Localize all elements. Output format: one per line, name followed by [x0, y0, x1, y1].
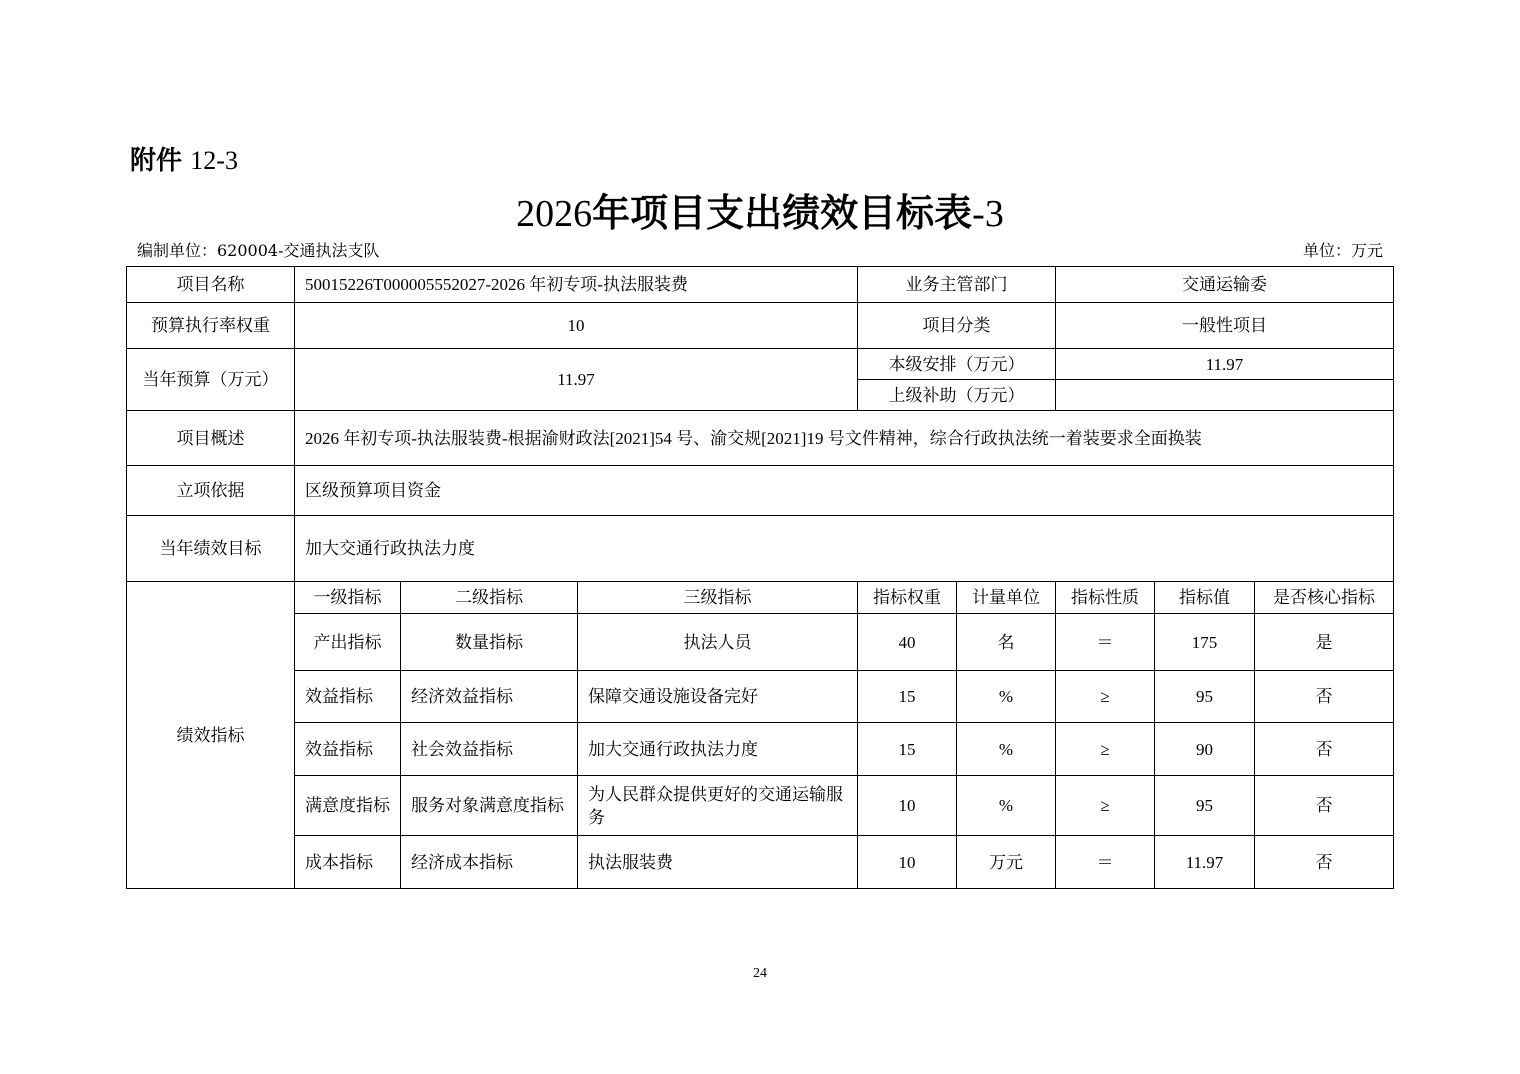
indicator-level1: 效益指标	[295, 723, 401, 776]
indicator-row	[127, 671, 1394, 723]
indicator-unit: %	[957, 723, 1056, 776]
page-number: 24	[753, 966, 767, 981]
performance-table	[126, 266, 1394, 889]
project-name-value: 50015226T000005552027-2026 年初专项-执法服装费	[295, 267, 858, 303]
header-weight: 指标权重	[858, 582, 957, 614]
indicators-section-label: 绩效指标	[127, 582, 295, 889]
header-nature: 指标性质	[1056, 582, 1155, 614]
indicator-row	[127, 723, 1394, 776]
indicator-level1: 效益指标	[295, 671, 401, 723]
exec-weight-label: 预算执行率权重	[127, 303, 295, 349]
currency-unit: 单位：万元	[1302, 241, 1383, 260]
header-core: 是否核心指标	[1255, 582, 1394, 614]
attachment-prefix: 附件	[130, 146, 183, 176]
indicator-level3: 加大交通行政执法力度	[578, 723, 858, 776]
overview-label: 项目概述	[127, 411, 295, 466]
indicator-nature: ＝	[1056, 836, 1155, 889]
indicator-header-row	[127, 582, 1394, 614]
upper-value	[1056, 380, 1394, 411]
title-suffix: -3	[972, 193, 1004, 235]
indicator-unit: %	[957, 671, 1056, 723]
goal-value: 加大交通行政执法力度	[295, 516, 1394, 582]
indicator-unit: %	[957, 776, 1056, 836]
indicator-level1: 成本指标	[295, 836, 401, 889]
indicator-level2: 经济成本指标	[401, 836, 578, 889]
indicator-value: 90	[1155, 723, 1255, 776]
indicator-value: 175	[1155, 614, 1255, 671]
indicator-core: 否	[1255, 776, 1394, 836]
dept-value: 交通运输委	[1056, 267, 1394, 303]
indicator-weight: 10	[858, 776, 957, 836]
indicator-nature: ＝	[1056, 614, 1155, 671]
indicator-core: 是	[1255, 614, 1394, 671]
indicator-nature: ≥	[1056, 776, 1155, 836]
row-overview	[127, 411, 1394, 466]
exec-weight-value: 10	[295, 303, 858, 349]
page-title	[0, 188, 1520, 239]
basis-label: 立项依据	[127, 466, 295, 516]
indicator-level3: 执法人员	[578, 614, 858, 671]
attachment-label	[130, 143, 238, 179]
indicator-level2: 经济效益指标	[401, 671, 578, 723]
indicator-level2: 社会效益指标	[401, 723, 578, 776]
indicator-core: 否	[1255, 723, 1394, 776]
indicator-weight: 40	[858, 614, 957, 671]
indicator-value: 95	[1155, 671, 1255, 723]
row-basis	[127, 466, 1394, 516]
project-name-label: 项目名称	[127, 267, 295, 303]
indicator-level3: 执法服装费	[578, 836, 858, 889]
category-label: 项目分类	[858, 303, 1056, 349]
header-unit: 计量单位	[957, 582, 1056, 614]
row-project-name	[127, 267, 1394, 303]
indicator-weight: 15	[858, 723, 957, 776]
indicator-row	[127, 836, 1394, 889]
row-exec-weight	[127, 303, 1394, 349]
title-year: 2026	[516, 193, 593, 235]
indicator-level3: 为人民群众提供更好的交通运输服务	[578, 776, 858, 836]
indicator-weight: 15	[858, 671, 957, 723]
header-level1: 一级指标	[295, 582, 401, 614]
indicator-core: 否	[1255, 671, 1394, 723]
indicator-level3: 保障交通设施设备完好	[578, 671, 858, 723]
indicator-unit: 万元	[957, 836, 1056, 889]
goal-label: 当年绩效目标	[127, 516, 295, 582]
indicator-level1: 产出指标	[295, 614, 401, 671]
indicator-value: 95	[1155, 776, 1255, 836]
header-level2: 二级指标	[401, 582, 578, 614]
indicator-core: 否	[1255, 836, 1394, 889]
indicator-row	[127, 776, 1394, 836]
upper-label: 上级补助（万元）	[858, 380, 1056, 411]
local-value: 11.97	[1056, 349, 1394, 380]
title-text: 年项目支出绩效目标表	[592, 191, 973, 235]
category-value: 一般性项目	[1056, 303, 1394, 349]
budget-value: 11.97	[295, 349, 858, 411]
indicator-weight: 10	[858, 836, 957, 889]
indicator-nature: ≥	[1056, 671, 1155, 723]
indicator-level2: 数量指标	[401, 614, 578, 671]
indicator-level1: 满意度指标	[295, 776, 401, 836]
dept-label: 业务主管部门	[858, 267, 1056, 303]
local-label: 本级安排（万元）	[858, 349, 1056, 380]
row-goal	[127, 516, 1394, 582]
basis-value: 区级预算项目资金	[295, 466, 1394, 516]
indicator-level2: 服务对象满意度指标	[401, 776, 578, 836]
indicator-row	[127, 614, 1394, 671]
overview-value: 2026 年初专项-执法服装费-根据渝财政法[2021]54 号、渝交规[2021]19 号文件精神，综合行政执法统一着装要求全面换装	[295, 411, 1394, 466]
indicator-unit: 名	[957, 614, 1056, 671]
attachment-number: 12-3	[190, 146, 238, 175]
header-value: 指标值	[1155, 582, 1255, 614]
compiling-unit: 编制单位：620004-交通执法支队	[137, 241, 380, 260]
row-budget-local	[127, 349, 1394, 380]
header-level3: 三级指标	[578, 582, 858, 614]
budget-label: 当年预算（万元）	[127, 349, 295, 411]
indicator-value: 11.97	[1155, 836, 1255, 889]
indicator-nature: ≥	[1056, 723, 1155, 776]
